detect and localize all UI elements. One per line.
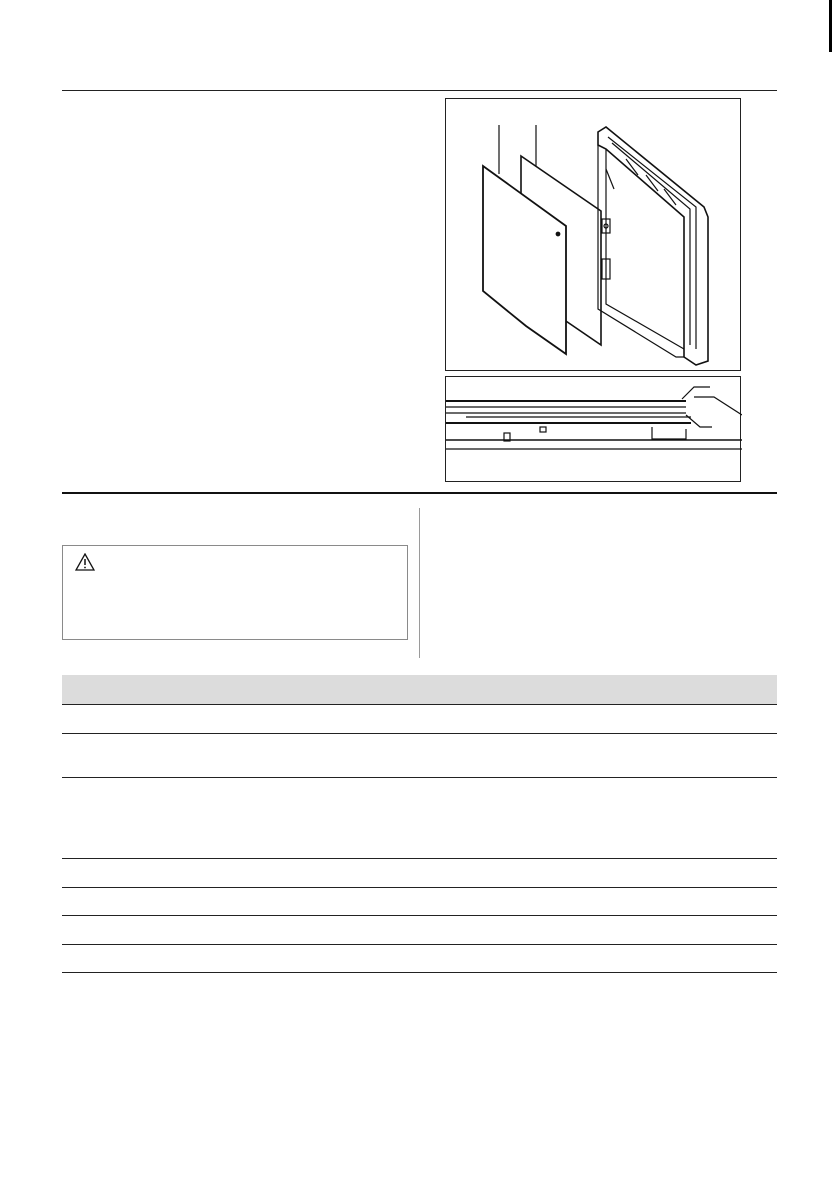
door-frame [598,127,708,365]
page-edge-marker [829,0,832,52]
table-row [62,945,777,973]
table-row [62,705,777,734]
door-glass-illustration [446,99,742,372]
column-divider [419,508,420,658]
table-header [62,675,777,705]
frame-detail [606,169,614,189]
warning-box [62,545,408,640]
door-glass-figure [445,98,741,371]
door-section-illustration [446,377,742,483]
leader-upper [694,397,742,415]
door-section-figure [445,376,741,482]
section-rule [62,492,777,494]
table-row [62,778,777,859]
table-row [62,916,777,945]
table-row [62,734,777,778]
clip-2 [540,427,546,432]
top-section-rule [62,90,777,91]
panel-mark [556,232,560,236]
bracket [652,427,686,439]
specification-table [62,675,777,973]
table-row [62,859,777,888]
warning-triangle-icon [75,553,95,571]
table-row [62,888,777,916]
